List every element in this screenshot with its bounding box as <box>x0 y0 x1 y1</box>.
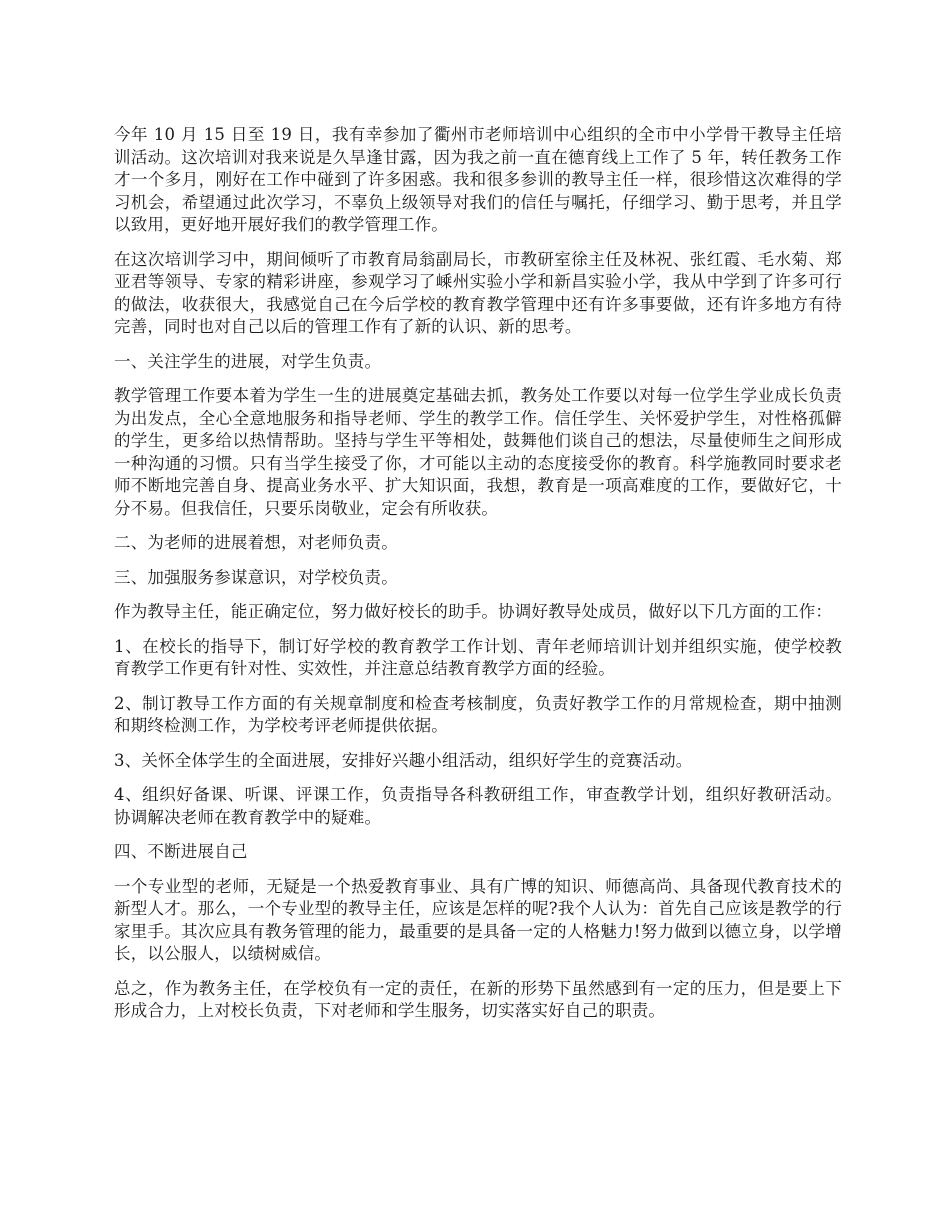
list-item-2: 2、制订教导工作方面的有关规章制度和检查考核制度，负责好教学工作的月常规检查，期中抽测和期终检测工作，为学校考评老师提供依据。 <box>114 693 842 735</box>
list-item-3: 3、关怀全体学生的全面进展，安排好兴趣小组活动，组织好学生的竞赛活动。 <box>114 750 693 770</box>
intro-paragraph: 今年 10 月 15 日至 19 日，我有幸参加了衢州市老师培训中心组织的全市中小学骨干教导主任培训活动。这次培训对我来说是久旱逢甘露，因为我之前一直在德育线上工作了 5 年，转任教务工作才一个多月，刚好在工作中碰到了许多困惑。我和很多参训的教导主任一样，很珍惜这次难得的学习机会，希望通过此次学习，不辜负上级领导对我们的信任与嘱托，仔细学习、勤于思考，并且学以致用，更好地开展好我们的教学管理工作。 <box>114 125 842 234</box>
training-paragraph: 在这次培训学习中，期间倾听了市教育局翁副局长，市教研室徐主任及林祝、张红霞、毛水菊、郑亚君等领导、专家的精彩讲座，参观学习了嵊州实验小学和新昌实验小学，我从中学到了许多可行的做法，收获很大，我感觉自己在今后学校的教育教学管理中还有许多事要做，还有许多地方有待完善，同时也对自己以后的管理工作有了新的认识、新的思考。 <box>114 249 842 336</box>
section-4-paragraph: 一个专业型的老师，无疑是一个热爱教育事业、具有广博的知识、师德高尚、具备现代教育技术的新型人才。那么，一个专业型的教导主任，应该是怎样的呢?我个人认为：首先自己应该是教学的行家里手。其次应具有教务管理的能力，最重要的是具备一定的人格魅力!努力做到以德立身，以学增长，以公服人，以绩树威信。 <box>114 876 842 963</box>
section-1-paragraph: 教学管理工作要本着为学生一生的进展奠定基础去抓，教务处工作要以对每一位学生学业成长负责为出发点，全心全意地服务和指导老师、学生的教学工作。信任学生、关怀爱护学生，对性格孤僻的学生，更多给以热情帮助。坚持与学生平等相处，鼓舞他们谈自己的想法，尽量使师生之间形成一种沟通的习惯。只有当学生接受了你，才可能以主动的态度接受你的教育。科学施教同时要求老师不断地完善自身、提高业务水平、扩大知识面，我想，教育是一项高难度的工作，要做好它，十分不易。但我信任，只要乐岗敬业，定会有所收获。 <box>114 386 842 518</box>
list-item-4: 4、组织好备课、听课、评课工作，负责指导各科教研组工作，审查教学计划，组织好教研活动。协调解决老师在教育教学中的疑难。 <box>114 785 842 827</box>
section-heading-2: 二、为老师的进展着想，对老师负责。 <box>114 533 398 552</box>
list-item-1: 1、在校长的指导下，制订好学校的教育教学工作计划、青年老师培训计划并组织实施，使学校教育教学工作更有针对性、实效性，并注意总结教育教学方面的经验。 <box>114 636 842 678</box>
conclusion-paragraph: 总之，作为教务主任，在学校负有一定的责任，在新的形势下虽然感到有一定的压力，但是要上下形成合力，上对校长负责，下对老师和学生服务，切实落实好自己的职责。 <box>114 978 842 1020</box>
section-heading-3: 三、加强服务参谋意识，对学校负责。 <box>114 567 398 587</box>
section-heading-1: 一、关注学生的进展，对学生负责。 <box>114 351 382 371</box>
section-heading-4: 四、不断进展自己 <box>114 842 248 861</box>
document-body <box>114 124 842 1035</box>
section-3-intro-paragraph: 作为教导主任，能正确定位，努力做好校长的助手。协调好教导处成员，做好以下几方面的工作： <box>114 602 833 621</box>
